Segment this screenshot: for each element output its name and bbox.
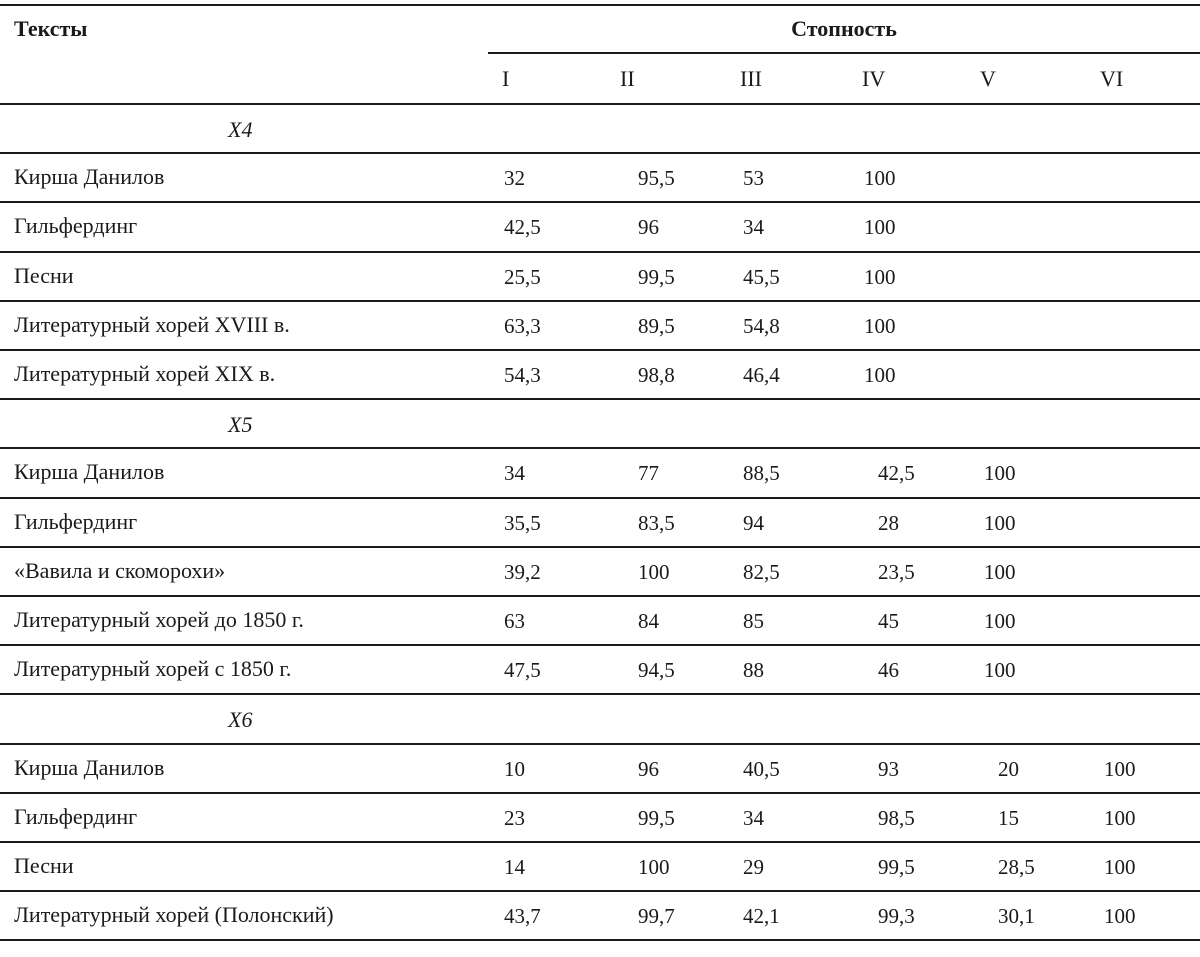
meter-label: X6	[228, 707, 253, 733]
cell-value: 99,7	[638, 904, 675, 929]
cell-value: 84	[638, 609, 659, 633]
meter-label: X4	[228, 117, 253, 142]
cell-value: 94	[743, 510, 764, 535]
cell-value: 99,5	[638, 805, 675, 830]
row-name: Кирша Данилов	[14, 754, 165, 780]
header-texts: Тексты	[14, 16, 88, 41]
table-row	[0, 300, 1200, 349]
cell-value: 88,5	[743, 461, 780, 486]
cell-value: 14	[504, 855, 525, 879]
cell-value: 32	[504, 166, 525, 191]
cell-value: 100	[1104, 855, 1136, 879]
row-name: Литературный хорей (Полонский)	[14, 902, 334, 928]
cell-value: 23	[504, 805, 525, 830]
cell-value: 100	[1104, 805, 1136, 830]
cell-value: 47,5	[504, 658, 541, 683]
cell-value: 46,4	[743, 363, 780, 387]
cell-value: 34	[743, 215, 764, 240]
meter-row	[0, 693, 1200, 742]
row-name: Кирша Данилов	[14, 459, 165, 485]
table-row	[0, 447, 1200, 496]
column-header-iii: III	[740, 66, 762, 91]
row-rule	[0, 939, 1200, 941]
cell-value: 63	[504, 609, 525, 633]
cell-value: 100	[864, 363, 896, 387]
row-name: Песни	[14, 853, 74, 878]
table-row	[0, 546, 1200, 595]
table-row	[0, 595, 1200, 644]
cell-value: 28	[878, 510, 899, 535]
cell-value: 45	[878, 609, 899, 633]
cell-value: 54,3	[504, 363, 541, 387]
table-row	[0, 497, 1200, 546]
cell-value: 85	[743, 609, 764, 633]
column-header-ii: II	[620, 66, 635, 91]
cell-value: 43,7	[504, 904, 541, 929]
row-name: Литературный хорей до 1850 г.	[14, 607, 304, 632]
cell-value: 39,2	[504, 559, 541, 584]
cell-value: 35,5	[504, 510, 541, 535]
table-row	[0, 792, 1200, 841]
cell-value: 25,5	[504, 264, 541, 289]
row-name: Литературный хорей XVIII в.	[14, 311, 290, 337]
meter-row	[0, 398, 1200, 447]
cell-value: 98,8	[638, 363, 675, 387]
cell-value: 99,3	[878, 904, 915, 929]
cell-value: 98,5	[878, 805, 915, 830]
table-row	[0, 644, 1200, 693]
meter-row	[0, 103, 1200, 152]
cell-value: 99,5	[878, 855, 915, 879]
column-header-i: I	[502, 66, 510, 91]
column-header-iv: IV	[862, 66, 886, 91]
row-name: Гильфердинг	[14, 508, 138, 534]
cell-value: 100	[984, 461, 1016, 486]
row-name: Песни	[14, 262, 74, 288]
cell-value: 94,5	[638, 658, 675, 683]
cell-value: 100	[984, 510, 1016, 535]
row-name: Гильфердинг	[14, 213, 138, 239]
cell-value: 23,5	[878, 559, 915, 584]
cell-value: 15	[998, 805, 1019, 830]
cell-value: 96	[638, 215, 659, 240]
cell-value: 100	[864, 313, 896, 338]
table-row	[0, 251, 1200, 300]
cell-value: 83,5	[638, 510, 675, 535]
cell-value: 100	[638, 855, 670, 879]
cell-value: 100	[638, 559, 670, 584]
cell-value: 93	[878, 756, 899, 781]
cell-value: 54,8	[743, 313, 780, 338]
row-name: Кирша Данилов	[14, 164, 165, 190]
cell-value: 42,5	[878, 461, 915, 486]
cell-value: 100	[1104, 904, 1136, 929]
row-name: Литературный хорей с 1850 г.	[14, 656, 292, 682]
table-row	[0, 152, 1200, 201]
cell-value: 34	[504, 461, 525, 486]
table-top-rule	[0, 4, 1200, 6]
table-row	[0, 890, 1200, 939]
cell-value: 20	[998, 756, 1019, 781]
cell-value: 100	[1104, 756, 1136, 781]
cell-value: 45,5	[743, 264, 780, 289]
header-sub-rule	[488, 52, 1200, 54]
cell-value: 99,5	[638, 264, 675, 289]
cell-value: 88	[743, 658, 764, 683]
cell-value: 29	[743, 855, 764, 879]
cell-value: 89,5	[638, 313, 675, 338]
cell-value: 42,5	[504, 215, 541, 240]
cell-value: 77	[638, 461, 659, 486]
cell-value: 96	[638, 756, 659, 781]
cell-value: 63,3	[504, 313, 541, 338]
table-row	[0, 743, 1200, 792]
cell-value: 95,5	[638, 166, 675, 191]
cell-value: 42,1	[743, 904, 780, 929]
cell-value: 100	[864, 264, 896, 289]
cell-value: 46	[878, 658, 899, 683]
cell-value: 100	[984, 658, 1016, 683]
row-name: «Вавила и скоморохи»	[14, 557, 226, 583]
column-header-vi: VI	[1100, 66, 1124, 91]
table-row	[0, 349, 1200, 398]
table-row	[0, 841, 1200, 890]
row-name: Литературный хорей XIX в.	[14, 361, 276, 386]
cell-value: 100	[864, 166, 896, 191]
cell-value: 30,1	[998, 904, 1035, 929]
cell-value: 40,5	[743, 756, 780, 781]
cell-value: 28,5	[998, 855, 1035, 879]
cell-value: 82,5	[743, 559, 780, 584]
table-row	[0, 201, 1200, 250]
column-header-v: V	[980, 66, 996, 91]
cell-value: 10	[504, 756, 525, 781]
header-stopnost: Стопность	[791, 16, 897, 41]
cell-value: 34	[743, 805, 764, 830]
cell-value: 100	[984, 609, 1016, 633]
cell-value: 100	[984, 559, 1016, 584]
meter-label: X5	[228, 412, 253, 438]
cell-value: 53	[743, 166, 764, 191]
cell-value: 100	[864, 215, 896, 240]
row-name: Гильфердинг	[14, 803, 138, 829]
